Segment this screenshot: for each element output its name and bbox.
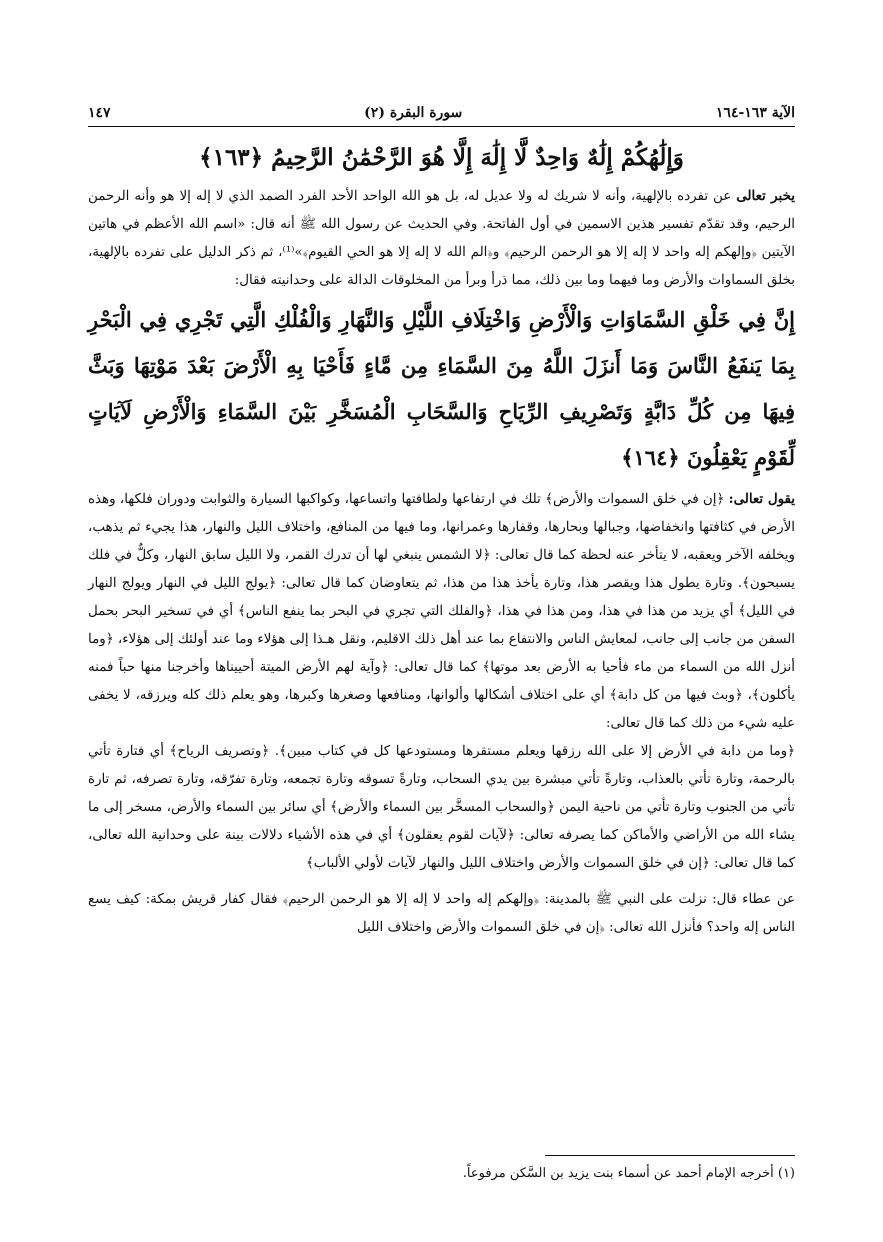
commentary-paragraph-2 <box>88 485 795 738</box>
surah-title: (٢) سورة البقرة <box>364 105 463 121</box>
ayah-range: الآية ١٦٣-١٦٤ <box>715 105 795 121</box>
commentary-paragraph-4: عن عطاء قال: نزلت على النبي ﷺ بالمدينة: ﴿وإلهكم إله واحد لا إله إلا هو الرحمن الرحيم﴾ فقال كفار قريش بمكة: كيف يسع الناس إله واحد؟ فأنزل الله تعالى: ﴿إن في خلق السموات والأرض واختلاف الليل <box>88 892 795 935</box>
page-body <box>88 138 795 942</box>
commentary-paragraph-3: ﴿وما من دابة في الأرض إلا على الله رزقها ويعلم مستقرها ومستودعها كل في كتاب مبين﴾. ﴿وتصريف الرياح﴾ أي فتارة تأتي بالرحمة، وتارة تأتي بالعذاب، وتارةً تأتي مبشرة بين يدي السحاب، وتارةً تسوقه وتارة تجمعه، وتارة تفرّقه، وتارة تصرفه، ثم تارة تأتي من الجنوب وتارة تأتي من ناحية اليمن ﴿والسحاب المسخَّر بين السماء والأرض﴾ أي سائر بين السماء والأرض، مسخر إلى ما يشاء الله من الأراضي والأماكن كما يصرفه تعالى: ﴿لآيات لقوم يعقلون﴾ أي في هذه الأشياء دلالات بينة على وحدانية الله تعالى، كما قال تعالى: ﴿إن في خلق السموات والأرض واختلاف الليل والنهار لآيات لأولي الألباب﴾ <box>88 744 795 871</box>
page-number: ١٤٧ <box>88 105 111 121</box>
running-header <box>88 100 795 126</box>
footnote: (١) أخرجه الإمام أحمد عن أسماء بنت يزيد بن السَّكن مرفوعاً. <box>462 1166 795 1181</box>
paragraph-lead: يخبر تعالى <box>736 188 795 204</box>
quran-verse-163: وَإِلَٰهُكُمْ إِلَٰهٌ وَاحِدٌ لَّا إِلَٰهَ إِلَّا هُوَ الرَّحْمَٰنُ الرَّحِيمُ ﴿١٦٣﴾ <box>199 144 684 171</box>
commentary-paragraph-1 <box>88 182 795 295</box>
paragraph-lead: يقول تعالى: <box>728 491 795 507</box>
paragraph-text: ﴿إن في خلق السموات والأرض﴾ تلك في ارتفاعها ولطافتها واتساعها، وكواكبها السيارة والثوابت ودوران فلكها، وهذه الأرض في كثافتها وانخفاضها، وجبالها وبحارها، وقفارها وعمرانها، وما فيها من المنافع، واختلاف الليل والنهار، هذا يجيء ثم يذهب، ويخلفه الآخر ويعقبه، لا يتأخر عنه لحظة كما قال تعالى: ﴿لا الشمس ينبغي لها أن تدرك القمر، ولا الليل سابق النهار، وكلٌّ في فلك يسبحون﴾. وتارة يطول هذا ويقصر هذا، وتارة يأخذ هذا من هذا، ثم يتعاوضان كما قال تعالى: ﴿يولج الليل في النهار ويولج النهار في الليل﴾ أي يزيد من هذا في هذا، ومن هذا في هذا، ﴿والفلك التي تجري في البحر بما ينفع الناس﴾ أي في تسخير البحر بحمل السفن من جانب إلى جانب، لمعايش الناس والانتفاع بما عند أهل ذلك الاقليم، ونقل هـذا إلى هؤلاء وما عند أولئك إلى هؤلاء، ﴿وما أنزل الله من السماء من ماء فأحيا به الأرض بعد موتها﴾ كما قال تعالى: ﴿وآية لهم الأرض الميتة أحييناها وأخرجنا منها حباً فمنه يأكلون﴾، ﴿وبث فيها من كل دابة﴾ أي على اختلاف أشكالها وألوانها، ومنافعها وصغرها وكبرها، وهو يعلم ذلك كله ويرزقه، لا يخفى عليه شيء من ذلك كما قال تعالى: <box>88 492 795 731</box>
quran-verse-164: إِنَّ فِي خَلْقِ السَّمَاوَاتِ وَالْأَرْضِ وَاخْتِلَافِ اللَّيْلِ وَالنَّهَارِ وَالْفُلْكِ الَّتِي تَجْرِي فِي الْبَحْرِ بِمَا يَنفَعُ النَّاسَ وَمَا أَنزَلَ اللَّهُ مِنَ السَّمَاءِ مِن مَّاءٍ فَأَحْيَا بِهِ الْأَرْضَ بَعْدَ مَوْتِهَا وَبَثَّ فِيهَا مِن كُلِّ دَابَّةٍ وَتَصْرِيفِ الرِّيَاحِ وَالسَّحَابِ الْمُسَخَّرِ بَيْنَ السَّمَاءِ وَالْأَرْضِ لَآيَاتٍ لِّقَوْمٍ يَعْقِلُونَ ﴿١٦٤﴾ <box>88 307 795 470</box>
paragraph-text: عن تفرده بالإلهية، وأنه لا شريك له ولا عديل له، بل هو الله الواحد الأحد الفرد الصمد الذي لا إله إلا هو وأنه الرحمن الرحيم، وقد تقدّم تفسير هذين الاسمين في أول الفاتحة. وفي الحديث عن رسول الله ﷺ أنه قال: «اسم الله الأعظم في هاتين الآيتين ﴿وإلهكم إله واحد لا إله إلا هو الرحمن الرحيم﴾ و﴿الم الله لا إله إلا هو الحي القيوم﴾»⁽¹⁾، ثم ذكر الدليل على تفرده بالإلهية، بخلق السماوات والأرض وما فيهما وما بين ذلك، مما ذرأ وبرأ من المخلوقات الدالة على وحدانيته فقال: <box>88 189 796 288</box>
footnote-divider <box>545 1155 795 1156</box>
header-divider <box>88 126 795 127</box>
